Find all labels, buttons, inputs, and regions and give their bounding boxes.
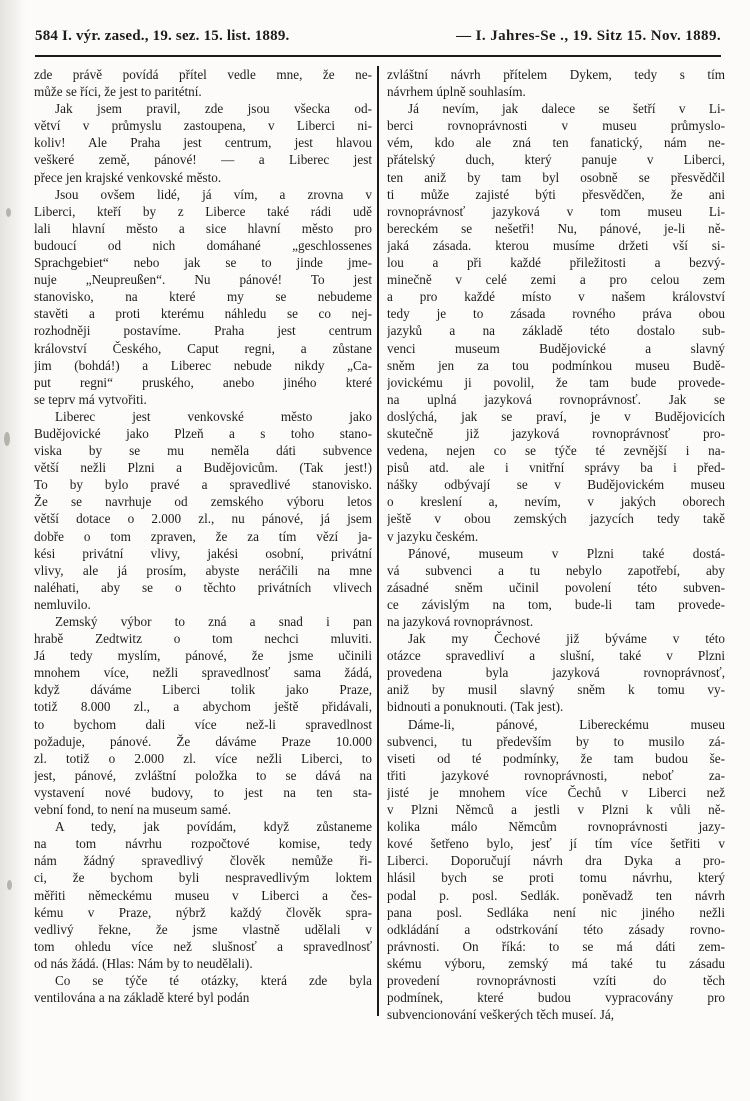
paragraph [34,818,372,972]
text-line: odkládání a odstrkování této zásady rovno- [387,921,725,937]
paragraph [34,613,372,818]
text-line: vební fond, to není na museum samé. [34,802,232,818]
text-line: jisté je mnohem více Čechů v Liberci než [387,784,725,800]
text-line: put regni“ pruského, anebo jiného které [34,374,372,390]
text-line: tom ohledu více než slušnosť a spravedlnosť [34,938,372,954]
text-line: větší nežli Plzni a Budějovicům. (Tak jest!) [34,460,372,476]
text-line: bidnouti a ponuknouti. (Tak jest). [387,699,564,715]
text-line: návrhem úplně souhlasím. [387,84,526,100]
text-line: od nás žádá. (Hlas: Nám by to neudělali). [34,955,253,971]
text-line: totiž 8.000 zl., a abychom ještě přidávali, [34,699,372,715]
text-line: na tom návrhu rozpočtové komise, tedy [34,836,372,852]
text-line: na jazyková rovnoprávnost. [387,614,534,629]
text-line: kolika málo Němcům rovnoprávnosti jazy- [387,819,725,835]
text-line: rozhodněji postavíme. Praha jest centrum [34,323,372,339]
text-line: jest, pánové, zvláštní položka to se dává na [34,767,372,783]
text-line: mnohem více, nežli spravedlnosť sama žádá, [34,665,372,681]
text-line: Jsou ovšem lidé, já vím, a zrovna v [55,186,372,202]
text-line: vedena, nejen co se týče té zevnější i na- [387,443,725,459]
text-line: rovnoprávnosť jazyková v tom museu Li- [387,203,725,219]
paragraph [34,66,372,100]
text-line: hlásil bych se proti tomu návrhu, který [387,870,725,886]
text-line: Pánové, museum v Plzni také dostá- [408,545,725,561]
text-line: subvenci, tu především by to musilo zá- [387,733,725,749]
text-line: vedlivý řekne, že jsme vlastně udělali v [34,921,372,937]
text-line: ten aniž by tam byl osobně se přesvědčil [387,169,725,185]
text-line: provedena byla jazyková rovnoprávnosť, [387,665,725,681]
text-line: hrabě Zedtwitz o tom nechci mluviti. [34,631,372,647]
header-german-session-label: — I. Jahres-Se ., 19. Sitz 15. Nov. 1889. [456,28,721,44]
text-line: Liberci. Doporučují návrh dra Dyka a pro- [387,853,725,869]
text-line: vlivy, ale já prosím, abyste neráčili na mne [34,562,372,578]
text-line: Liberec jest venkovské město jako [55,408,372,424]
text-line: a pro každé místo v našem království [387,289,725,305]
text-line: ventilována a na základě které byl podán [34,990,250,1006]
text-line: otázce spravedliví a slušní, také v Plzni [387,648,725,664]
text-line: větší dotace o 2.000 zl., nu pánové, já jsem [34,511,372,527]
text-line: A tedy, jak povídám, když zůstaneme [55,819,372,835]
text-line: sněm jen za tou podmínkou museu Budě- [387,357,725,373]
text-line: vá subvenci a tu nebylo zapotřebí, aby [387,562,725,578]
text-line: minečně v celé zemi a pro celou zem [387,272,725,288]
text-line: podal p. posl. Sedlák. poněvadž ten návrh [387,887,725,903]
text-line: jazyků a na základě této dostalo sub- [387,323,725,339]
paragraph [34,186,372,408]
paragraph [34,408,372,613]
text-line: viska by se mu neměla dáti subvence [34,443,372,459]
paragraph [387,545,725,630]
text-line: Co se týče té otázky, která zde byla [55,972,372,988]
text-line: když dáváme Liberci tolik jako Praze, [34,682,372,698]
paragraph [387,100,725,544]
text-line: doslýchá, jak se praví, je v Budějovicích [387,408,725,424]
text-line: lou a při každé přiležitosti a bezvý- [387,255,725,271]
text-line: Já nevím, jak dalece se šetří v Li- [408,101,725,117]
scan-artifact [4,432,10,446]
paragraph [387,716,725,1024]
text-line: nuje „Neupreußen“. Nu pánové! To jest [34,272,372,288]
text-line: berci rovnoprávnosti v museu průmyslo- [387,118,725,134]
text-line: Jak my Čechové již býváme v této [408,631,725,647]
text-line: přece jen krajské venkovské město. [34,169,222,185]
text-line: to bychom dali více než-li spravedlnost [34,716,372,732]
text-line: stanovisko, na které my se nebudeme [34,289,372,305]
text-line: větví v průmyslu zastoupena, v Liberci ni- [34,118,372,134]
text-line: subvencionování veškerých těch museí. Já, [387,1007,615,1023]
text-line: provedení rovnoprávnosti vzíti do těch [387,972,725,988]
text-line: může se říci, že jest to paritétní. [34,84,202,100]
text-line: pana posl. Sedláka není nic jiného nežli [387,904,725,920]
text-line: tedy je to zásada rovného práva obou [387,306,725,322]
text-line: skutečně již jazyková rovnoprávnosť pro- [387,425,725,441]
text-line: zásadné sněm učinil povolení této subven- [387,579,725,595]
text-line: koliv! Ale Praha jest centrum, jest hlavou [34,135,372,151]
text-line: nemluvilo. [34,596,91,612]
scan-artifact [6,208,11,217]
header-czech-session-label: 584 I. výr. zased., 19. sez. 15. list. 1889. [35,28,290,44]
text-line: Dáme-li, pánové, Libereckému museu [408,716,725,732]
text-line: vystavení nové budovy, to jest na ten sta- [34,784,372,800]
text-line: na uplná jazyková rovnoprávnosť. Jak se [387,391,725,407]
text-line: ještě v obou zemských jazycích tedy takě [387,511,725,527]
text-line: To by bylo pravé a spravedlivé stanovisko. [34,477,372,493]
text-line: ci, že bychom byli nespravedlivým loktem [34,870,372,886]
text-line: bereckém se nešetři! Nu, pánové, je-li ně- [387,220,725,236]
text-line: pisů atd. ale i vnitřní správy ba i před- [387,460,725,476]
text-column-left [34,66,372,1006]
text-line: zvláštní návrh přítelem Dykem, tedy s tím [387,67,725,82]
paragraph [387,630,725,715]
text-line: lali hlavní město a sice hlavní město pro [34,220,372,236]
text-line: jaká zásada. kterou musíme držeti vší si- [387,237,725,253]
text-line: aniž by musil slavný sněm k tomu vy- [387,682,725,698]
text-line: naléhati, aby se o těchto privátních vlivech [34,579,372,595]
text-line: měřiti německému museu v Liberci a čes- [34,887,372,903]
text-line: v Plzni Němců a jestli v Plzni k vůli ně- [387,802,725,818]
text-line: podmínek, které budou vypracovány pro [387,990,725,1006]
text-line: jim (bohdá!) a Liberec nebude nikdy „Ca- [34,357,372,373]
text-line: zl. totiž o 2.000 zl. více nežli Liberci, to [34,750,372,766]
page-header [35,28,721,45]
text-line: kému v Praze, nýbrž každý člověk spra- [34,904,372,920]
text-line: nášky odbývají se v Budějovickém museu [387,477,725,493]
text-line: dobře o tom zpraven, že za tím vězí ja- [34,528,372,544]
text-line: ti může zajisté býti přesvědčen, že ani [387,186,725,202]
text-line: budoucí od nich domáhané „geschlossenes [34,237,372,253]
text-column-right [387,66,725,1023]
text-line: se teprv má vytvořiti. [34,391,147,407]
text-line: kové šetřeno bylo, jesť jí tím více šetřiti v [387,836,725,852]
text-line: nám žádný spravedlivý člověk nemůže ři- [34,853,372,869]
text-line: zde právě povídá přítel vedle mne, že ne- [34,67,372,82]
text-line: přátelský duch, který panuje v Liberci, [387,152,725,168]
column-divider [377,66,379,1016]
scan-artifact [7,880,12,890]
header-rule [35,55,721,57]
text-line: Liberci, kteří by z Liberce také rádi udě [34,203,372,219]
text-line: veškeré země, pánové! — a Liberec jest [34,152,372,168]
text-line: ce závislým na tom, bude-li tam provede- [387,596,725,612]
text-line: požaduje, pánové. Že dáváme Praze 10.000 [34,733,372,749]
text-line: skému výboru, zemský má také tu zásadu [387,955,725,971]
text-line: království Českého, Caput regni, a zůstane [34,340,372,356]
text-line: Jak jsem pravil, zde jsou všecka od- [55,101,372,117]
text-line: kési privátní vlivy, jakési osobní, privátní [34,545,372,561]
text-line: právnosti. On říká: to se má dáti zem- [387,938,725,954]
text-line: Já tedy myslím, pánové, že jsme učinili [34,648,372,664]
text-line: viseti od té podmínky, že tam budou še- [387,750,725,766]
text-line: jovickému ji povolil, že tam bude provede- [387,374,725,390]
text-line: vém, kdo ale zná ten fanatický, nám ne- [387,135,725,151]
text-line: Sprachgebiet“ nebo jak se to jinde jme- [34,255,372,271]
text-line: venci museum Budějovické a slavný [387,340,725,356]
text-line: v jazyku českém. [387,528,479,544]
text-line: o kreslení a, nevím, v jakých oborech [387,494,725,510]
text-line: Že se navrhuje od zemského výboru letos [34,494,372,510]
paragraph [34,100,372,185]
text-line: Zemský výbor to zná a snad i pan [55,614,372,629]
text-line: stavěti a proti kterému náhledu se co nej- [34,306,372,322]
paragraph [387,66,725,100]
paragraph [34,972,372,1006]
text-line: Budějovické jako Plzeň a s toho stano- [34,425,372,441]
text-line: třiti jazykové rovnoprávnosti, neboť za- [387,767,725,783]
